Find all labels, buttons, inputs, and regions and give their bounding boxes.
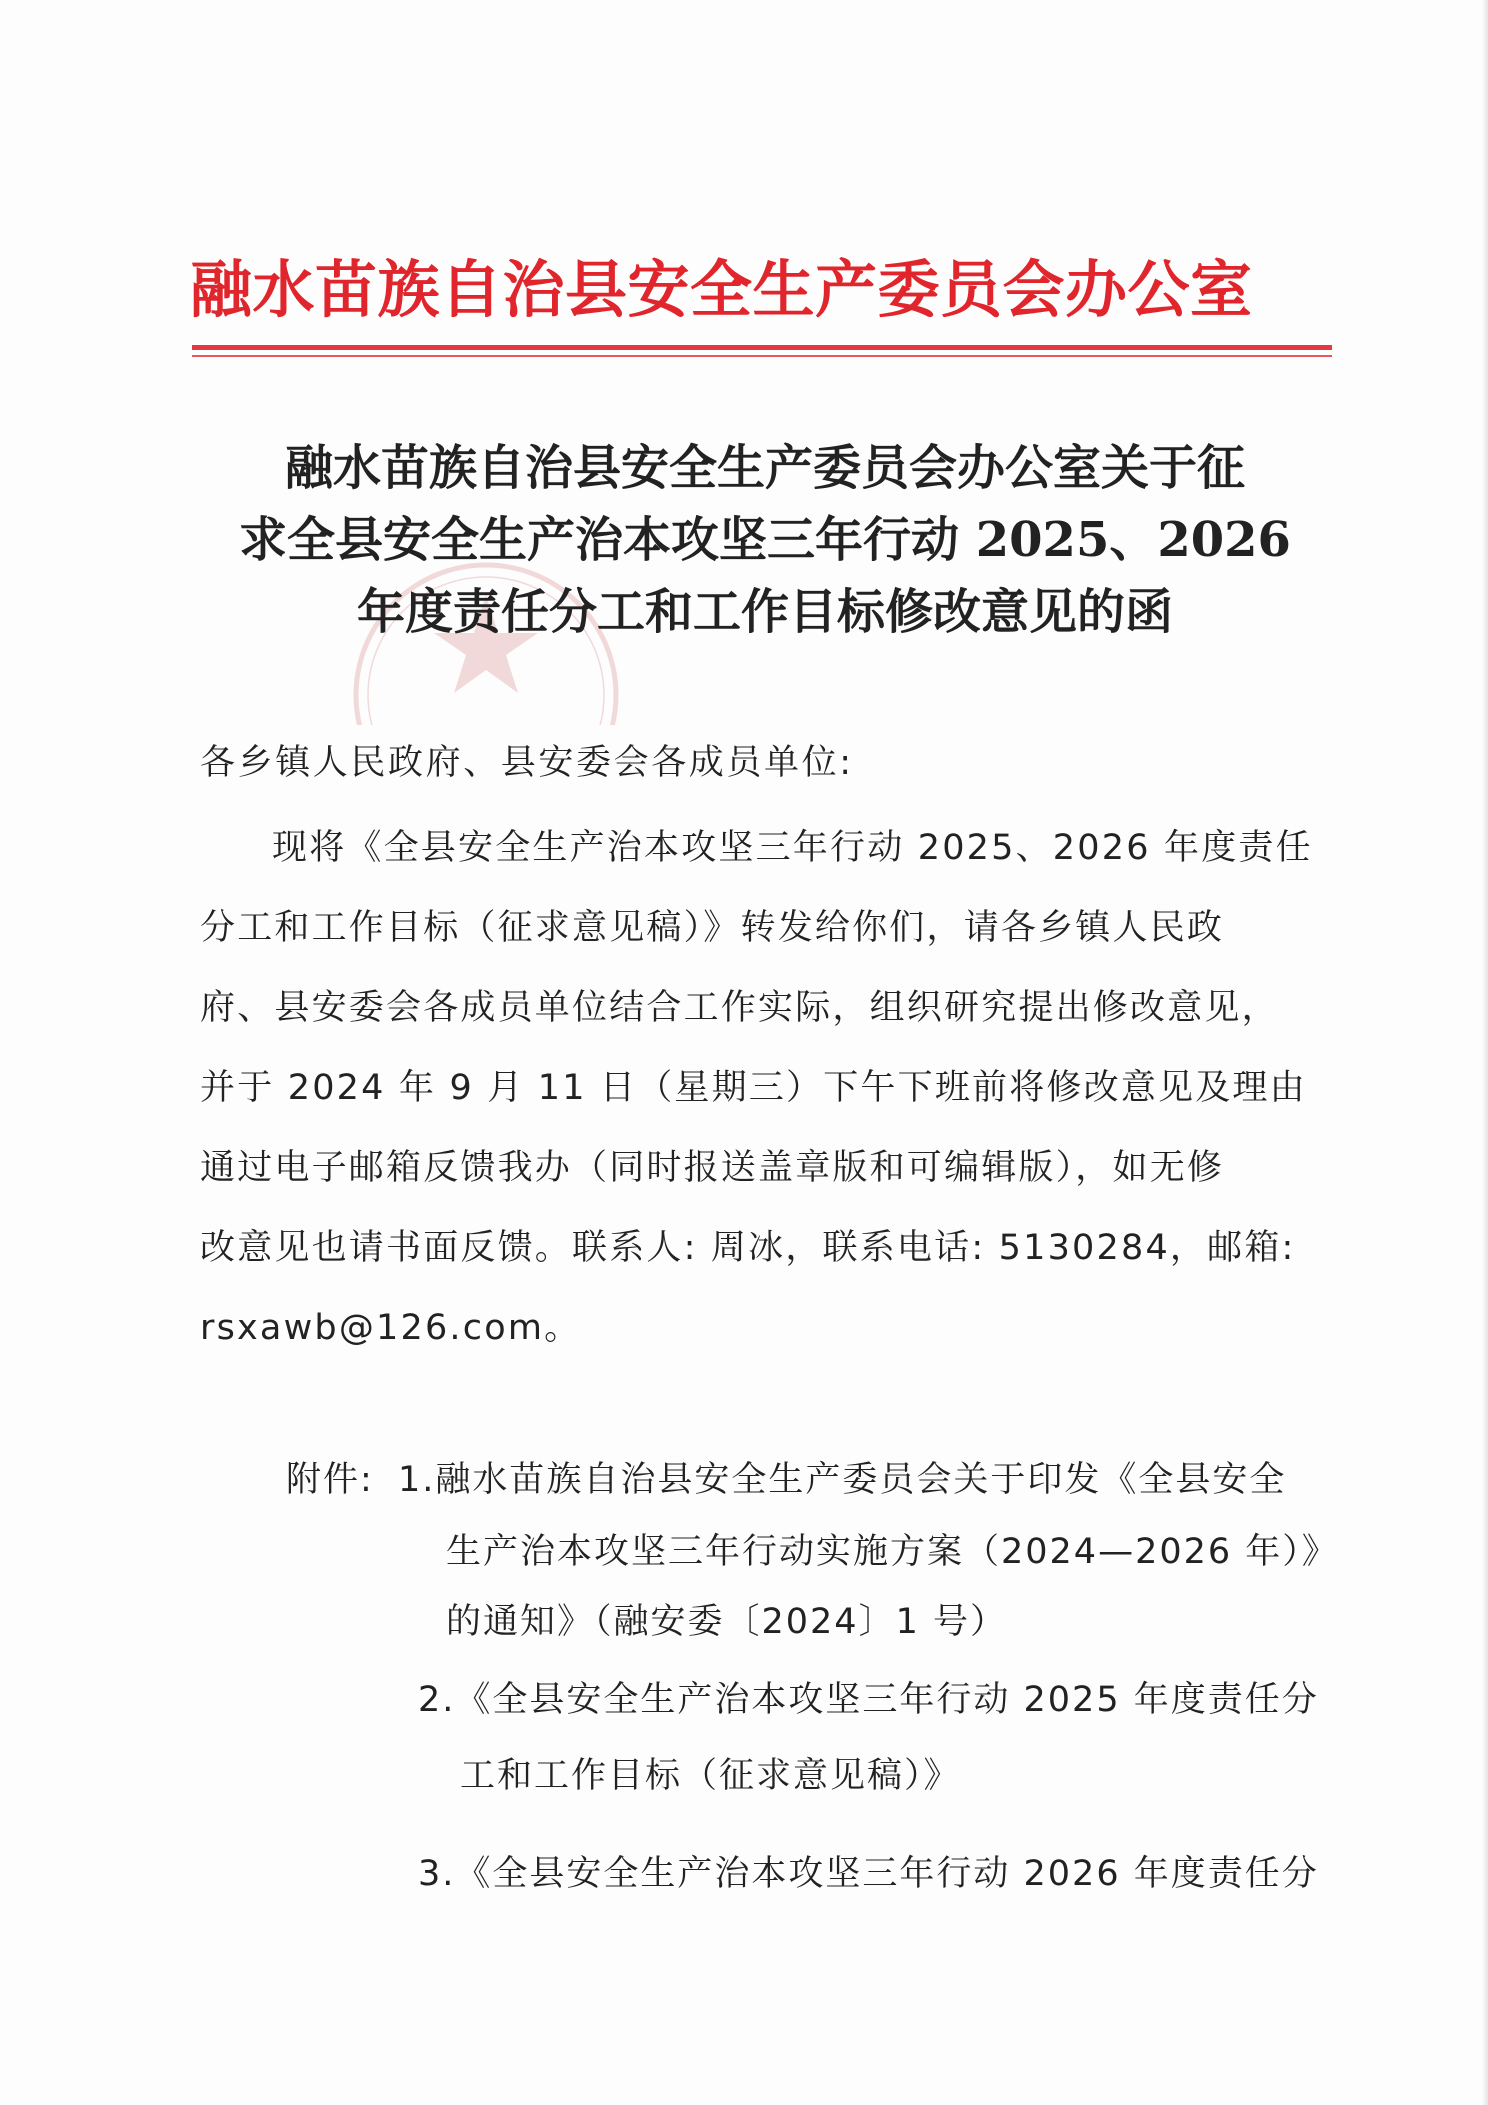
red-header-rule-thick <box>192 345 1332 350</box>
attachment-3-line-1: 3.《全县安全生产治本攻坚三年行动 2026 年度责任分 <box>418 1854 1319 1894</box>
attachment-1-line-1: 1.融水苗族自治县安全生产委员会关于印发《全县安全 <box>398 1460 1287 1500</box>
salutation: 各乡镇人民政府、县安委会各成员单位: <box>200 743 854 783</box>
paragraph-line-4: 并于 2024 年 9 月 11 日（星期三）下午下班前将修改意见及理由 <box>200 1068 1307 1108</box>
attachment-1-line-3: 的通知》（融安委〔2024〕1 号） <box>446 1602 1007 1642</box>
paragraph-line-2: 分工和工作目标（征求意见稿）》转发给你们，请各乡镇人民政 <box>200 908 1225 948</box>
title-line-3: 年度责任分工和工作目标修改意见的函 <box>356 584 1173 640</box>
red-header-rule-thin <box>192 355 1332 357</box>
title-line-1: 融水苗族自治县安全生产委员会办公室关于征 <box>284 440 1245 496</box>
attachment-1-line-2: 生产治本攻坚三年行动实施方案（2024—2026 年）》 <box>446 1532 1339 1572</box>
paragraph-line-7: rsxawb@126.com。 <box>200 1308 582 1348</box>
attachment-2-line-1: 2.《全县安全生产治本攻坚三年行动 2025 年度责任分 <box>418 1680 1319 1720</box>
page-edge-shadow <box>1482 0 1488 2105</box>
attachment-2-line-2: 工和工作目标（征求意见稿）》 <box>460 1756 961 1796</box>
paragraph-line-1: 现将《全县安全生产治本攻坚三年行动 2025、2026 年度责任 <box>272 828 1313 868</box>
paragraph-line-3: 府、县安委会各成员单位结合工作实际，组织研究提出修改意见， <box>200 988 1279 1028</box>
paragraph-line-6: 改意见也请书面反馈。联系人: 周冰，联系电话: 5130284，邮箱: <box>200 1228 1296 1268</box>
issuing-office-header: 融水苗族自治县安全生产委员会办公室 <box>190 253 1253 326</box>
paragraph-line-5: 通过电子邮箱反馈我办（同时报送盖章版和可编辑版），如无修 <box>200 1148 1225 1188</box>
body-paragraph <box>200 808 1340 1368</box>
attachments-label: 附件: <box>286 1460 374 1500</box>
document-title <box>200 432 1330 648</box>
title-line-2: 求全县安全生产治本攻坚三年行动 2025、2026 <box>239 512 1291 568</box>
